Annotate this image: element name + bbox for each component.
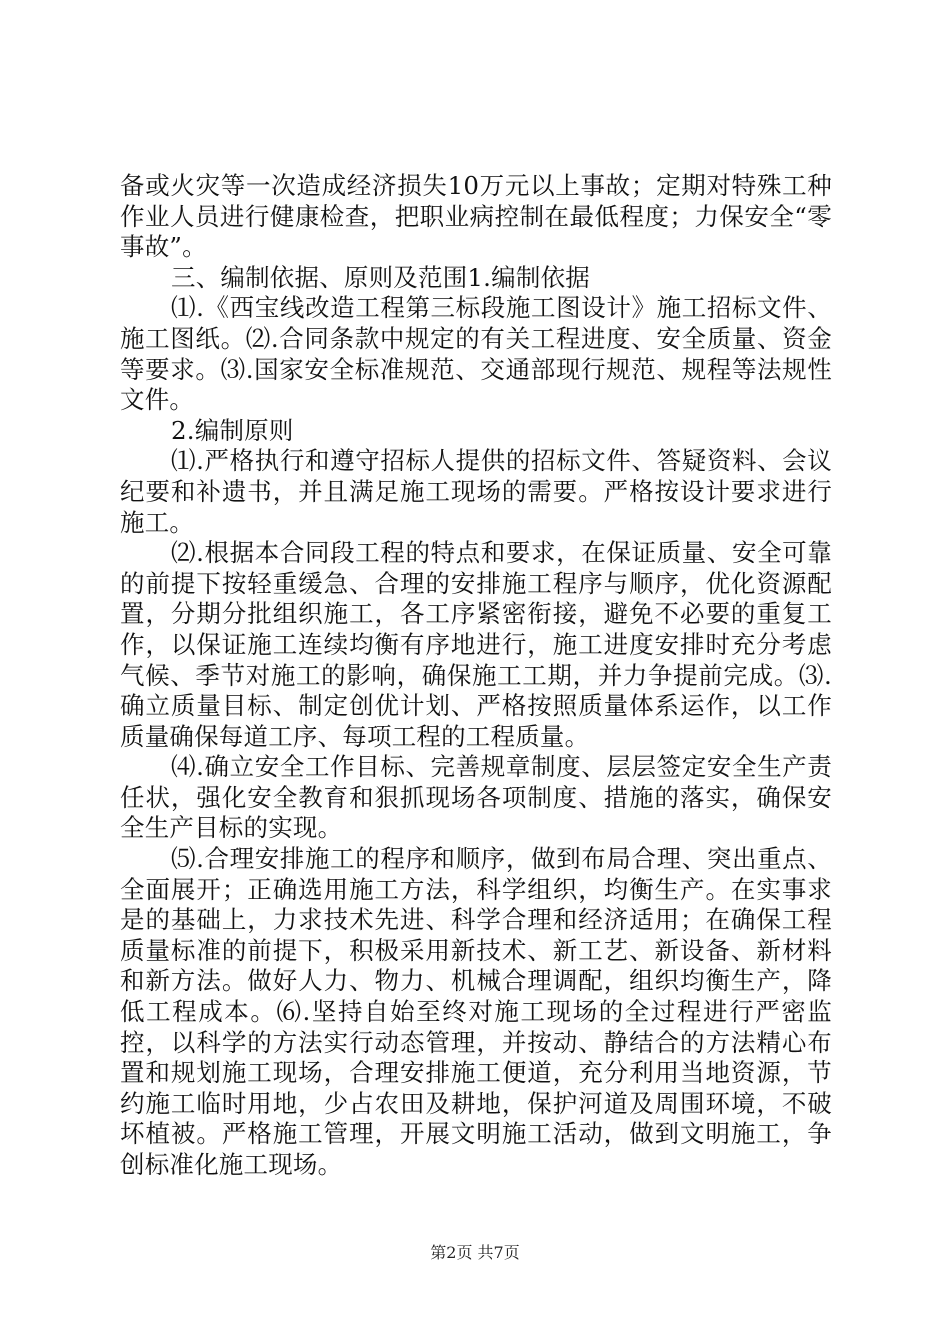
subheading-principles: 2.编制原则 [171, 415, 294, 445]
section-heading-basis: 三、编制依据、原则及范围1.编制依据 [171, 262, 590, 292]
paragraph-principle-2-3: ⑵.根据本合同段工程的特点和要求，在保证质量、安全可靠的前提下按轻重缓急、合理的安排施工程序与顺序，优化资源配置，分期分批组织施工，各工序紧密衔接，避免不必要的重复工作，以保证施工连续均衡有序地进行，施工进度安排时充分考虑气候、季节对施工的影响，确保施工工期，并力争提前完成。⑶.确立质量目标、制定创优计划、严格按照质量体系运作，以工作质量确保每道工序、每项工程的工程质量。 [120, 538, 832, 751]
page-number-footer: 第2页 共7页 [430, 1243, 520, 1262]
paragraph-principle-5-6: ⑸.合理安排施工的程序和顺序，做到布局合理、突出重点、全面展开；正确选用施工方法，科学组织，均衡生产。在实事求是的基础上，力求技术先进、科学合理和经济适用；在确保工程质量标准的前提下，积极采用新技术、新工艺、新设备、新材料和新方法。做好人力、物力、机械合理调配，组织均衡生产，降低工程成本。⑹.坚持自始至终对施工现场的全过程进行严密监控，以科学的方法实行动态管理，并按动、静结合的方法精心布置和规划施工现场，合理安排施工便道，充分利用当地资源，节约施工临时用地，少占农田及耕地，保护河道及周围环境，不破坏植被。严格施工管理，开展文明施工活动，做到文明施工，争创标准化施工现场。 [120, 844, 832, 1179]
paragraph-principle-1: ⑴.严格执行和遵守招标人提供的招标文件、答疑资料、会议纪要和补遗书，并且满足施工现场的需要。严格按设计要求进行施工。 [120, 446, 832, 537]
document-body [120, 171, 832, 1181]
paragraph-basis-items: ⑴.《西宝线改造工程第三标段施工图设计》施工招标文件、施工图纸。⑵.合同条款中规定的有关工程进度、安全质量、资金等要求。⑶.国家安全标准规范、交通部现行规范、规程等法规性文件。 [120, 293, 832, 415]
paragraph-continuation: 备或火灾等一次造成经济损失10万元以上事故；定期对特殊工种作业人员进行健康检查，把职业病控制在最低程度；力保安全“零事故”。 [120, 171, 832, 262]
paragraph-principle-4: ⑷.确立安全工作目标、完善规章制度、层层签定安全生产责任状，强化安全教育和狠抓现场各项制度、措施的落实，确保安全生产目标的实现。 [120, 752, 832, 843]
